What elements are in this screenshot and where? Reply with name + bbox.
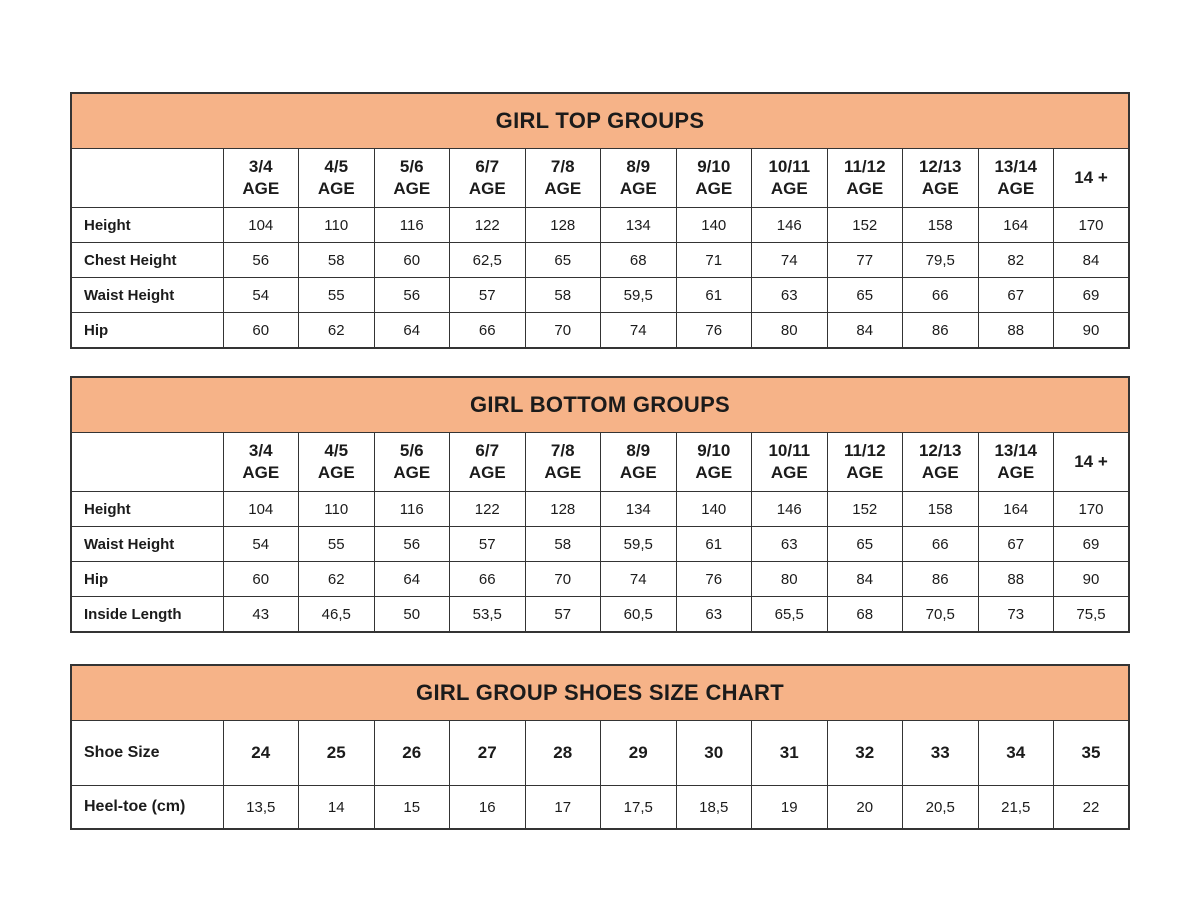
age-suffix-text: AGE	[921, 179, 959, 198]
value-cell: 71	[676, 243, 752, 278]
value-cell: 50	[374, 597, 450, 633]
value-cell: 128	[525, 492, 601, 527]
value-cell: 53,5	[450, 597, 526, 633]
age-column-header	[601, 433, 677, 492]
value-cell: 84	[1054, 243, 1130, 278]
value-cell: 116	[374, 208, 450, 243]
age-suffix-text: AGE	[242, 463, 280, 482]
age-suffix-text: AGE	[468, 463, 506, 482]
corner-cell	[71, 433, 223, 492]
value-cell: 70	[525, 562, 601, 597]
value-cell: 20,5	[903, 786, 979, 830]
value-cell: 19	[752, 786, 828, 830]
value-cell: 14	[299, 786, 375, 830]
age-column-header	[676, 149, 752, 208]
value-cell: 73	[978, 597, 1054, 633]
value-cell: 64	[374, 562, 450, 597]
age-range-text: 11/12	[843, 440, 886, 460]
age-suffix-text: AGE	[393, 179, 431, 198]
value-cell: 158	[903, 208, 979, 243]
age-suffix-text: AGE	[846, 179, 884, 198]
age-range-text: 13/14	[994, 440, 1038, 460]
value-cell: 74	[752, 243, 828, 278]
row-label: Waist Height	[71, 278, 223, 313]
value-cell: 75,5	[1054, 597, 1130, 633]
age-column-header	[676, 433, 752, 492]
value-cell: 70,5	[903, 597, 979, 633]
row-label: Heel-toe (cm)	[71, 786, 223, 830]
age-suffix-text: AGE	[846, 463, 884, 482]
value-cell: 33	[903, 721, 979, 786]
value-cell: 59,5	[601, 527, 677, 562]
age-suffix-text: AGE	[242, 179, 280, 198]
age-suffix-text: AGE	[544, 463, 582, 482]
value-cell: 65	[525, 243, 601, 278]
age-range-text: 5/6	[399, 440, 424, 460]
value-cell: 58	[525, 527, 601, 562]
age-range-text: 5/6	[399, 156, 424, 176]
age-range-text: 7/8	[550, 156, 575, 176]
row-label: Inside Length	[71, 597, 223, 633]
value-cell: 16	[450, 786, 526, 830]
age-range-text: 4/5	[324, 156, 349, 176]
age-suffix-text: AGE	[619, 463, 657, 482]
age-column-header	[978, 433, 1054, 492]
value-cell: 69	[1054, 278, 1130, 313]
value-cell: 55	[299, 278, 375, 313]
value-cell: 74	[601, 313, 677, 349]
value-cell: 59,5	[601, 278, 677, 313]
size-table-grid	[70, 376, 1130, 633]
age-range-text: 14 +	[1074, 451, 1108, 471]
age-range-text: 12/13	[918, 156, 962, 176]
value-cell: 164	[978, 492, 1054, 527]
age-suffix-text: AGE	[317, 179, 355, 198]
value-cell: 152	[827, 208, 903, 243]
value-cell: 32	[827, 721, 903, 786]
age-range-text: 6/7	[475, 440, 500, 460]
value-cell: 28	[525, 721, 601, 786]
table-title: GIRL TOP GROUPS	[71, 93, 1129, 149]
value-cell: 69	[1054, 527, 1130, 562]
value-cell: 122	[450, 492, 526, 527]
value-cell: 18,5	[676, 786, 752, 830]
value-cell: 90	[1054, 562, 1130, 597]
age-column-header	[978, 149, 1054, 208]
value-cell: 79,5	[903, 243, 979, 278]
age-suffix-text: AGE	[317, 463, 355, 482]
value-cell: 65	[827, 278, 903, 313]
value-cell: 29	[601, 721, 677, 786]
age-column-header	[374, 149, 450, 208]
value-cell: 56	[223, 243, 299, 278]
value-cell: 56	[374, 278, 450, 313]
value-cell: 57	[525, 597, 601, 633]
value-cell: 34	[978, 721, 1054, 786]
value-cell: 76	[676, 562, 752, 597]
age-column-header	[752, 149, 828, 208]
value-cell: 43	[223, 597, 299, 633]
age-range-text: 3/4	[248, 440, 273, 460]
age-range-text: 6/7	[475, 156, 500, 176]
value-cell: 63	[752, 527, 828, 562]
age-range-text: 4/5	[324, 440, 349, 460]
value-cell: 128	[525, 208, 601, 243]
value-cell: 60	[223, 562, 299, 597]
age-range-text: 8/9	[626, 156, 651, 176]
age-column-header	[223, 149, 299, 208]
value-cell: 62	[299, 562, 375, 597]
age-column-header	[525, 433, 601, 492]
value-cell: 54	[223, 278, 299, 313]
value-cell: 170	[1054, 492, 1130, 527]
value-cell: 84	[827, 562, 903, 597]
value-cell: 62	[299, 313, 375, 349]
value-cell: 62,5	[450, 243, 526, 278]
value-cell: 17,5	[601, 786, 677, 830]
value-cell: 26	[374, 721, 450, 786]
value-cell: 13,5	[223, 786, 299, 830]
age-column-header	[299, 433, 375, 492]
age-range-text: 8/9	[626, 440, 651, 460]
age-range-text: 13/14	[994, 156, 1038, 176]
value-cell: 21,5	[978, 786, 1054, 830]
age-suffix-text: AGE	[997, 179, 1035, 198]
age-range-text: 10/11	[768, 156, 811, 176]
age-range-text: 14 +	[1074, 167, 1108, 187]
age-column-header	[903, 433, 979, 492]
value-cell: 46,5	[299, 597, 375, 633]
value-cell: 24	[223, 721, 299, 786]
value-cell: 66	[903, 278, 979, 313]
value-cell: 146	[752, 492, 828, 527]
age-suffix-text: AGE	[770, 463, 808, 482]
value-cell: 22	[1054, 786, 1130, 830]
size-table-grid	[70, 92, 1130, 349]
girl-top-groups-table	[70, 92, 1130, 349]
age-column-header	[1054, 433, 1130, 492]
age-range-text: 12/13	[918, 440, 962, 460]
value-cell: 86	[903, 562, 979, 597]
value-cell: 67	[978, 527, 1054, 562]
size-table-grid	[70, 664, 1130, 830]
age-column-header	[223, 433, 299, 492]
age-column-header	[601, 149, 677, 208]
value-cell: 82	[978, 243, 1054, 278]
age-suffix-text: AGE	[468, 179, 506, 198]
value-cell: 66	[450, 313, 526, 349]
value-cell: 146	[752, 208, 828, 243]
value-cell: 110	[299, 492, 375, 527]
age-column-header	[450, 149, 526, 208]
value-cell: 30	[676, 721, 752, 786]
age-suffix-text: AGE	[921, 463, 959, 482]
value-cell: 27	[450, 721, 526, 786]
girl-shoes-size-table	[70, 664, 1130, 830]
value-cell: 55	[299, 527, 375, 562]
value-cell: 140	[676, 492, 752, 527]
row-label: Height	[71, 208, 223, 243]
age-suffix-text: AGE	[393, 463, 431, 482]
value-cell: 164	[978, 208, 1054, 243]
value-cell: 68	[601, 243, 677, 278]
age-suffix-text: AGE	[544, 179, 582, 198]
value-cell: 61	[676, 278, 752, 313]
value-cell: 77	[827, 243, 903, 278]
value-cell: 134	[601, 492, 677, 527]
age-suffix-text: AGE	[770, 179, 808, 198]
age-range-text: 9/10	[697, 440, 731, 460]
value-cell: 35	[1054, 721, 1130, 786]
age-range-text: 3/4	[248, 156, 273, 176]
corner-cell	[71, 149, 223, 208]
value-cell: 68	[827, 597, 903, 633]
value-cell: 84	[827, 313, 903, 349]
value-cell: 61	[676, 527, 752, 562]
value-cell: 140	[676, 208, 752, 243]
row-label: Shoe Size	[71, 721, 223, 786]
value-cell: 67	[978, 278, 1054, 313]
value-cell: 15	[374, 786, 450, 830]
age-column-header	[903, 149, 979, 208]
age-range-text: 7/8	[550, 440, 575, 460]
value-cell: 80	[752, 313, 828, 349]
value-cell: 60	[223, 313, 299, 349]
girl-bottom-groups-table	[70, 376, 1130, 633]
value-cell: 58	[299, 243, 375, 278]
value-cell: 57	[450, 278, 526, 313]
value-cell: 66	[903, 527, 979, 562]
value-cell: 57	[450, 527, 526, 562]
value-cell: 80	[752, 562, 828, 597]
value-cell: 56	[374, 527, 450, 562]
value-cell: 25	[299, 721, 375, 786]
age-column-header	[1054, 149, 1130, 208]
row-label: Hip	[71, 562, 223, 597]
value-cell: 65	[827, 527, 903, 562]
age-column-header	[450, 433, 526, 492]
age-column-header	[525, 149, 601, 208]
value-cell: 63	[676, 597, 752, 633]
age-column-header	[752, 433, 828, 492]
value-cell: 170	[1054, 208, 1130, 243]
value-cell: 66	[450, 562, 526, 597]
value-cell: 60,5	[601, 597, 677, 633]
age-suffix-text: AGE	[619, 179, 657, 198]
value-cell: 31	[752, 721, 828, 786]
value-cell: 88	[978, 313, 1054, 349]
value-cell: 134	[601, 208, 677, 243]
age-range-text: 11/12	[843, 156, 886, 176]
value-cell: 20	[827, 786, 903, 830]
value-cell: 90	[1054, 313, 1130, 349]
value-cell: 64	[374, 313, 450, 349]
age-column-header	[374, 433, 450, 492]
value-cell: 17	[525, 786, 601, 830]
age-range-text: 10/11	[768, 440, 811, 460]
table-title: GIRL BOTTOM GROUPS	[71, 377, 1129, 433]
age-column-header	[827, 149, 903, 208]
value-cell: 60	[374, 243, 450, 278]
row-label: Hip	[71, 313, 223, 349]
value-cell: 74	[601, 562, 677, 597]
value-cell: 152	[827, 492, 903, 527]
value-cell: 54	[223, 527, 299, 562]
age-column-header	[299, 149, 375, 208]
row-label: Waist Height	[71, 527, 223, 562]
age-suffix-text: AGE	[695, 179, 733, 198]
row-label: Chest Height	[71, 243, 223, 278]
age-suffix-text: AGE	[997, 463, 1035, 482]
value-cell: 104	[223, 208, 299, 243]
age-column-header	[827, 433, 903, 492]
value-cell: 110	[299, 208, 375, 243]
age-suffix-text: AGE	[695, 463, 733, 482]
age-range-text: 9/10	[697, 156, 731, 176]
value-cell: 122	[450, 208, 526, 243]
value-cell: 70	[525, 313, 601, 349]
value-cell: 63	[752, 278, 828, 313]
value-cell: 104	[223, 492, 299, 527]
value-cell: 158	[903, 492, 979, 527]
value-cell: 58	[525, 278, 601, 313]
value-cell: 88	[978, 562, 1054, 597]
value-cell: 116	[374, 492, 450, 527]
table-title: GIRL GROUP SHOES SIZE CHART	[71, 665, 1129, 721]
value-cell: 86	[903, 313, 979, 349]
value-cell: 65,5	[752, 597, 828, 633]
value-cell: 76	[676, 313, 752, 349]
row-label: Height	[71, 492, 223, 527]
